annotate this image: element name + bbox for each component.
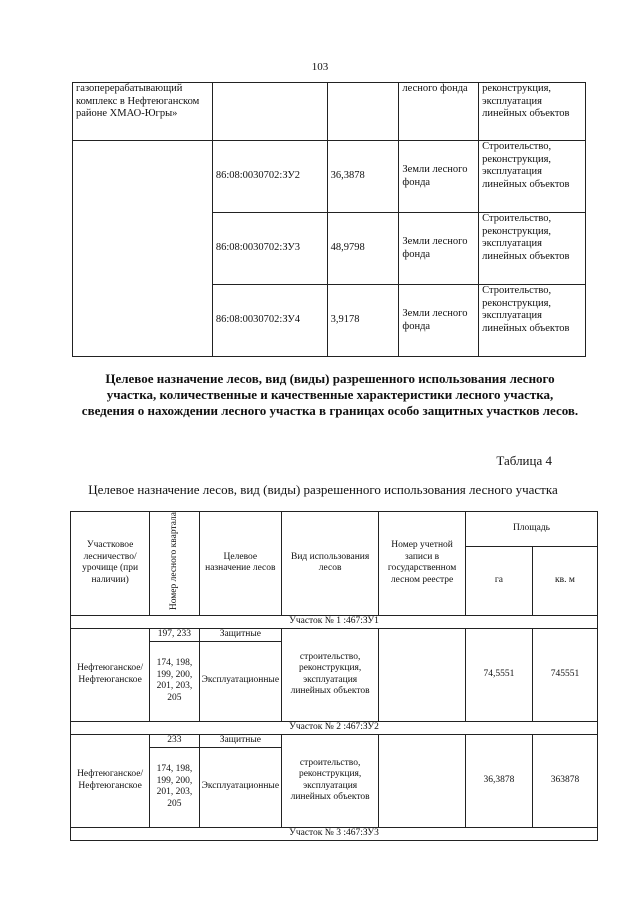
area-sqm-cell: 363878 — [532, 734, 597, 827]
area-ha-cell: 74,5551 — [465, 628, 532, 721]
object-name-cell — [73, 141, 213, 357]
area-cell: 48,9798 — [327, 213, 399, 285]
section-title-row — [71, 615, 598, 628]
quarter-cell: 197, 233 — [150, 628, 199, 641]
header-use-type: Вид использования лесов — [282, 512, 379, 616]
permitted-use-cell: Строительство, реконструкция, эксплуатация линейных объектов — [479, 141, 586, 213]
header-ha: га — [465, 546, 532, 615]
page-number: 103 — [311, 61, 329, 73]
land-plots-table — [72, 82, 586, 357]
use-cell: строительство, реконструкция, эксплуатация линейных объектов — [282, 734, 379, 827]
purpose-cell: Защитные — [199, 734, 281, 747]
area-cell: 3,9178 — [327, 285, 399, 357]
table-caption: Целевое назначение лесов, вид (виды) разрешенного использования лесного участка — [88, 482, 558, 497]
land-category-cell: лесного фонда — [399, 83, 479, 141]
cadastral-cell: 86:08:0030702:ЗУ4 — [212, 285, 327, 357]
header-quarter-label: Номер лесного квартала — [169, 512, 180, 611]
table-row — [71, 628, 598, 641]
section-title: Участок № 1 :467:ЗУ1 — [71, 615, 598, 628]
cadastral-cell — [212, 83, 327, 141]
land-category-cell: Земли лесного фонда — [399, 285, 479, 357]
header-quarter — [150, 512, 199, 616]
section-title-row — [71, 827, 598, 840]
permitted-use-cell: Строительство, реконструкция, эксплуатация линейных объектов — [479, 285, 586, 357]
quarter-cell: 174, 198, 199, 200, 201, 203, 205 — [150, 747, 199, 827]
table-row — [73, 83, 586, 141]
object-name-cell: газоперерабатывающий комплекс в Нефтеюганском районе ХМАО-Югры» — [73, 83, 213, 141]
use-cell: строительство, реконструкция, эксплуатация линейных объектов — [282, 628, 379, 721]
land-category-cell: Земли лесного фонда — [399, 213, 479, 285]
header-record: Номер учетной записи в государственном лесном реестре — [379, 512, 466, 616]
section-heading: Целевое назначение лесов, вид (виды) разрешенного использования лесного участка, количественные и качественные характеристики лесного участка, сведения о нахождении лесного участка в границах особо защитных участков лесов. — [81, 371, 579, 418]
header-sqm: кв. м — [532, 546, 597, 615]
area-ha-cell: 36,3878 — [465, 734, 532, 827]
purpose-cell: Эксплуатационные — [199, 747, 281, 827]
cadastral-cell: 86:08:0030702:ЗУ2 — [212, 141, 327, 213]
record-cell — [379, 734, 466, 827]
table-number-label: Таблица 4 — [496, 453, 552, 468]
section-title: Участок № 3 :467:ЗУ3 — [71, 827, 598, 840]
forestry-cell: Нефтеюганское/ Нефтеюганское — [71, 628, 150, 721]
table-header-row — [71, 512, 598, 547]
quarter-cell: 233 — [150, 734, 199, 747]
quarter-cell: 174, 198, 199, 200, 201, 203, 205 — [150, 641, 199, 721]
record-cell — [379, 628, 466, 721]
permitted-use-cell: реконструкция, эксплуатация линейных объектов — [479, 83, 586, 141]
purpose-cell: Защитные — [199, 628, 281, 641]
header-forestry: Участковое лесничество/ урочище (при наличии) — [71, 512, 150, 616]
section-title: Участок № 2 :467:ЗУ2 — [71, 721, 598, 734]
land-category-cell: Земли лесного фонда — [399, 141, 479, 213]
area-cell — [327, 83, 399, 141]
section-title-row — [71, 721, 598, 734]
forest-purpose-table — [70, 511, 598, 841]
purpose-cell: Эксплуатационные — [199, 641, 281, 721]
cadastral-cell: 86:08:0030702:ЗУ3 — [212, 213, 327, 285]
area-sqm-cell: 745551 — [532, 628, 597, 721]
header-area: Площадь — [465, 512, 597, 547]
header-purpose: Целевое назначение лесов — [199, 512, 281, 616]
area-cell: 36,3878 — [327, 141, 399, 213]
permitted-use-cell: Строительство, реконструкция, эксплуатация линейных объектов — [479, 213, 586, 285]
table-row — [71, 734, 598, 747]
table-row — [73, 141, 586, 213]
forestry-cell: Нефтеюганское/ Нефтеюганское — [71, 734, 150, 827]
